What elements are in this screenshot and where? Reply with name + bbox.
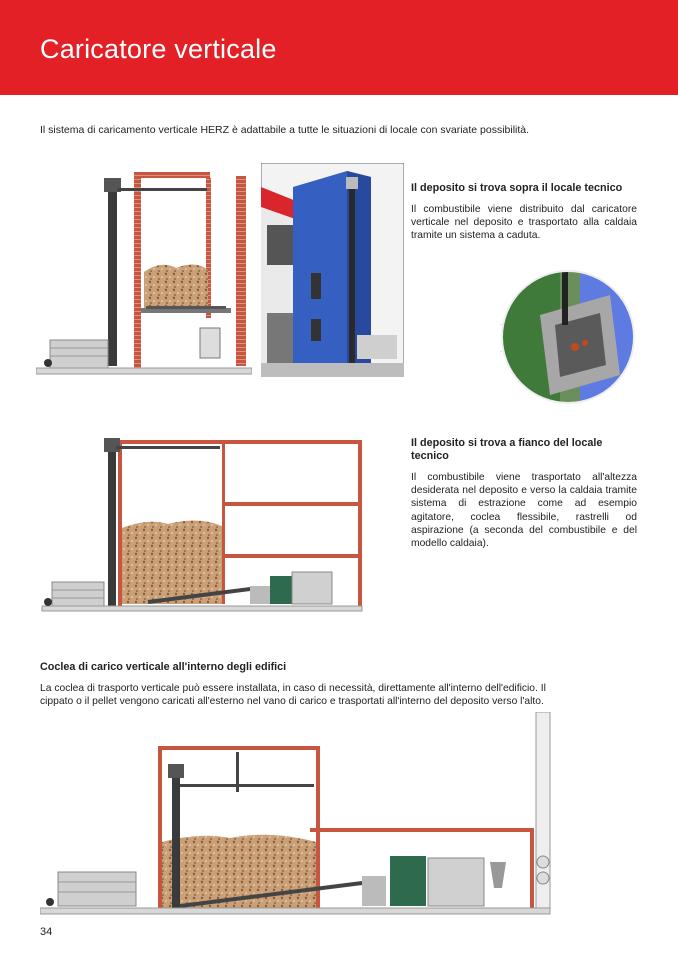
diagram-inside-building [40,712,556,918]
building-photo [261,163,404,377]
page-title: Caricatore verticale [40,34,277,64]
section1-body: Il combustibile viene distribuito dal caricatore verticale nel deposito e trasportato alla caldaia tramite un sistema a caduta. [411,204,637,242]
intro-text: Il sistema di caricamento verticale HERZ è adattabile a tutte le situazioni di locale con svariate possibilità. [40,123,530,136]
detail-photo [500,255,640,415]
section3-title: Coclea di carico verticale all'interno degli edifici [40,661,287,673]
section2-body: Il combustibile viene trasportato all'altezza desiderata nel deposito e verso la caldaia tramite sistema di estrazione come ad esempio agitatore, coclea flessibile, rastrelli od aspirazione (a seconda del combustibile e del modello caldaia). [411,472,637,550]
section2-title: Il deposito si trova a fianco del locale tecnico [411,437,603,462]
page-header [0,0,678,95]
diagram-storage-beside [38,432,364,612]
section1-title: Il deposito si trova sopra il locale tecnico [411,182,623,194]
section3-body: La coclea di trasporto verticale può essere installata, in caso di necessità, direttamente all'interno dell'edificio. Il cippato o il pellet vengono caricati all'esterno nel vano di carico e trasportati all'interno del deposito verso l'alto. [40,683,546,708]
diagram-storage-above [36,168,252,380]
page-number: 34 [40,926,53,938]
